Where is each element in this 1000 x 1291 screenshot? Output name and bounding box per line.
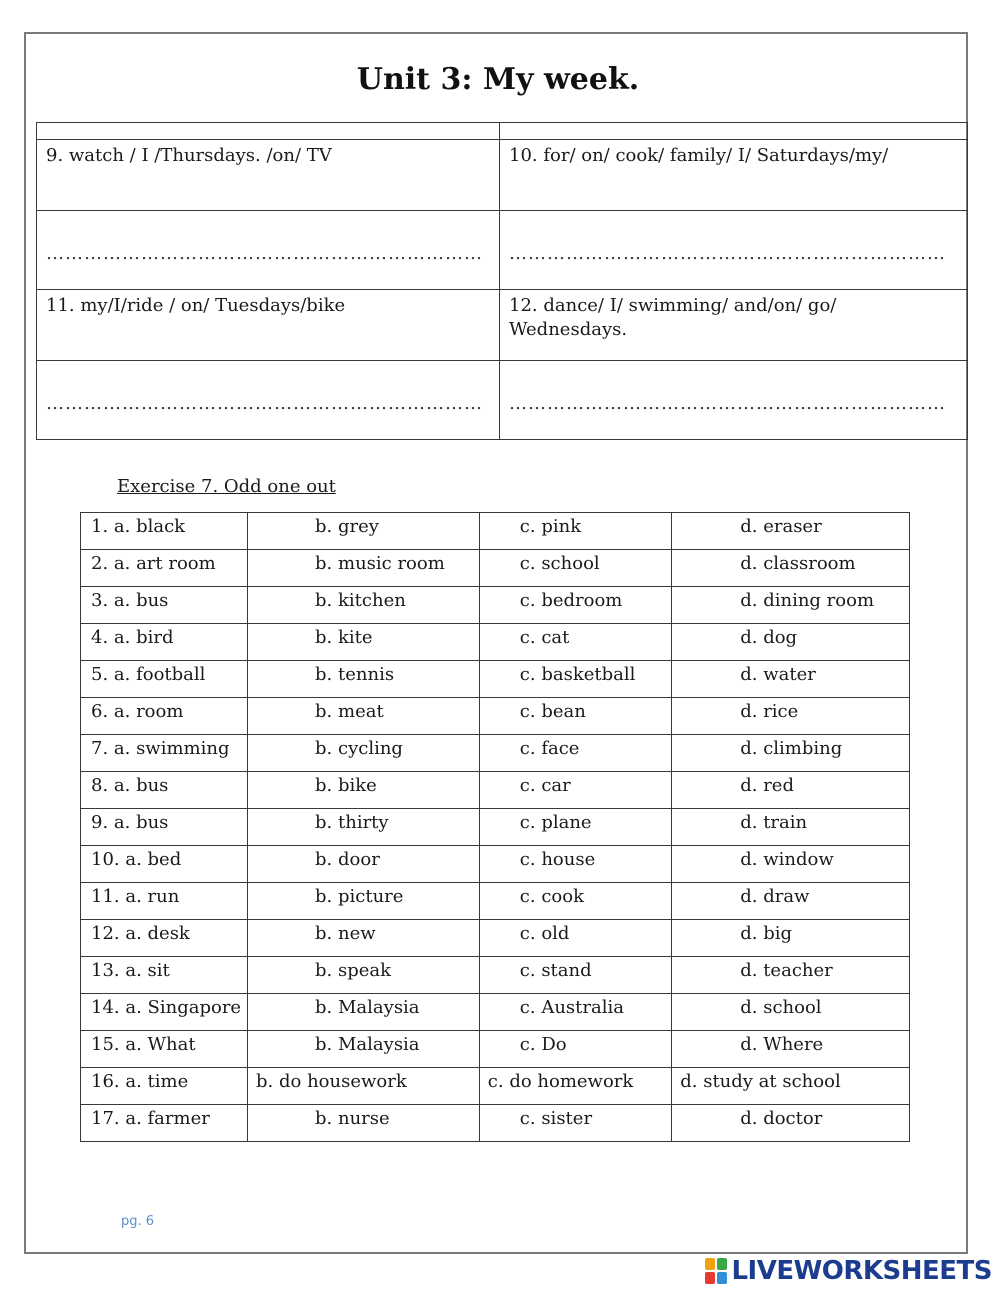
option-b[interactable]: b. thirty [248, 809, 480, 846]
option-b[interactable]: b. cycling [248, 735, 480, 772]
option-b[interactable]: b. picture [248, 883, 480, 920]
option-b[interactable]: b. Malaysia [248, 994, 480, 1031]
table-row [81, 883, 910, 920]
option-c[interactable]: c. cat [479, 624, 671, 661]
option-a[interactable]: 14. a. Singapore [81, 994, 248, 1031]
brand-text: LIVEWORKSHEETS [731, 1256, 992, 1286]
option-b[interactable]: b. kite [248, 624, 480, 661]
option-c[interactable]: c. bedroom [479, 587, 671, 624]
option-d[interactable]: d. big [672, 920, 910, 957]
option-b[interactable]: b. do housework [248, 1068, 480, 1105]
table-row [81, 735, 910, 772]
answer-dots: …………………………………………………………… [509, 393, 946, 414]
option-b[interactable]: b. nurse [248, 1105, 480, 1142]
logo-square [717, 1258, 727, 1270]
option-b[interactable]: b. speak [248, 957, 480, 994]
liveworksheets-logo-icon [705, 1258, 727, 1284]
option-d[interactable]: d. train [672, 809, 910, 846]
table-row [81, 1068, 910, 1105]
option-a[interactable]: 4. a. bird [81, 624, 248, 661]
option-d[interactable]: d. window [672, 846, 910, 883]
option-a[interactable]: 11. a. run [81, 883, 248, 920]
option-d[interactable]: d. Where [672, 1031, 910, 1068]
odd-one-out-table [80, 512, 910, 1142]
table-row [81, 809, 910, 846]
option-c[interactable]: c. face [479, 735, 671, 772]
option-d[interactable]: d. dog [672, 624, 910, 661]
table-row [81, 846, 910, 883]
prompt-10: 10. for/ on/ cook/ family/ I/ Saturdays/my/ [500, 140, 968, 211]
option-a[interactable]: 10. a. bed [81, 846, 248, 883]
table-row [81, 624, 910, 661]
page-number: pg. 6 [121, 1214, 155, 1229]
logo-square [717, 1272, 727, 1284]
option-a[interactable]: 1. a. black [81, 513, 248, 550]
option-d[interactable]: d. rice [672, 698, 910, 735]
logo-square [705, 1272, 715, 1284]
table-row [81, 698, 910, 735]
option-b[interactable]: b. music room [248, 550, 480, 587]
option-a[interactable]: 3. a. bus [81, 587, 248, 624]
table-row [81, 513, 910, 550]
liveworksheets-brand [705, 1256, 992, 1286]
table-row [81, 550, 910, 587]
option-d[interactable]: d. teacher [672, 957, 910, 994]
option-a[interactable]: 12. a. desk [81, 920, 248, 957]
option-c[interactable]: c. house [479, 846, 671, 883]
page-title: Unit 3: My week. [356, 62, 640, 97]
table-row [81, 1105, 910, 1142]
option-a[interactable]: 13. a. sit [81, 957, 248, 994]
option-d[interactable]: d. eraser [672, 513, 910, 550]
option-b[interactable]: b. kitchen [248, 587, 480, 624]
header-cell-right [500, 123, 968, 140]
option-a[interactable]: 17. a. farmer [81, 1105, 248, 1142]
table-row [81, 920, 910, 957]
table-row [81, 994, 910, 1031]
option-c[interactable]: c. bean [479, 698, 671, 735]
option-d[interactable]: d. study at school [672, 1068, 910, 1105]
table-row [81, 772, 910, 809]
option-b[interactable]: b. tennis [248, 661, 480, 698]
option-c[interactable]: c. school [479, 550, 671, 587]
option-c[interactable]: c. stand [479, 957, 671, 994]
option-a[interactable]: 8. a. bus [81, 772, 248, 809]
answer-dots: …………………………………………………………… [46, 393, 483, 414]
option-c[interactable]: c. Australia [479, 994, 671, 1031]
header-cell-left [37, 123, 500, 140]
option-b[interactable]: b. Malaysia [248, 1031, 480, 1068]
option-a[interactable]: 7. a. swimming [81, 735, 248, 772]
option-d[interactable]: d. dining room [672, 587, 910, 624]
option-a[interactable]: 16. a. time [81, 1068, 248, 1105]
answer-dots: …………………………………………………………… [46, 243, 483, 264]
table-row [81, 661, 910, 698]
sentence-table [36, 122, 968, 440]
logo-square [705, 1258, 715, 1270]
option-d[interactable]: d. water [672, 661, 910, 698]
option-b[interactable]: b. new [248, 920, 480, 957]
option-a[interactable]: 15. a. What [81, 1031, 248, 1068]
option-c[interactable]: c. do homework [479, 1068, 671, 1105]
option-c[interactable]: c. Do [479, 1031, 671, 1068]
option-b[interactable]: b. door [248, 846, 480, 883]
exercise-heading: Exercise 7. Odd one out [117, 476, 336, 497]
option-d[interactable]: d. school [672, 994, 910, 1031]
option-c[interactable]: c. pink [479, 513, 671, 550]
option-d[interactable]: d. climbing [672, 735, 910, 772]
option-c[interactable]: c. sister [479, 1105, 671, 1142]
option-b[interactable]: b. grey [248, 513, 480, 550]
answer-line-9[interactable] [37, 211, 500, 290]
option-d[interactable]: d. classroom [672, 550, 910, 587]
table-row [81, 1031, 910, 1068]
answer-line-12[interactable] [500, 361, 968, 440]
option-d[interactable]: d. red [672, 772, 910, 809]
option-a[interactable]: 6. a. room [81, 698, 248, 735]
option-b[interactable]: b. bike [248, 772, 480, 809]
prompt-12: 12. dance/ I/ swimming/ and/on/ go/ Wednesdays. [500, 290, 968, 361]
prompt-9: 9. watch / I /Thursdays. /on/ TV [37, 140, 500, 211]
option-b[interactable]: b. meat [248, 698, 480, 735]
answer-line-10[interactable] [500, 211, 968, 290]
table-row [81, 587, 910, 624]
answer-dots: …………………………………………………………… [509, 243, 946, 264]
option-c[interactable]: c. car [479, 772, 671, 809]
option-c[interactable]: c. old [479, 920, 671, 957]
answer-line-11[interactable] [37, 361, 500, 440]
option-d[interactable]: d. doctor [672, 1105, 910, 1142]
option-c[interactable]: c. plane [479, 809, 671, 846]
prompt-11: 11. my/I/ride / on/ Tuesdays/bike [37, 290, 500, 361]
table-row [81, 957, 910, 994]
option-d[interactable]: d. draw [672, 883, 910, 920]
option-a[interactable]: 2. a. art room [81, 550, 248, 587]
option-a[interactable]: 9. a. bus [81, 809, 248, 846]
option-c[interactable]: c. basketball [479, 661, 671, 698]
option-a[interactable]: 5. a. football [81, 661, 248, 698]
option-c[interactable]: c. cook [479, 883, 671, 920]
